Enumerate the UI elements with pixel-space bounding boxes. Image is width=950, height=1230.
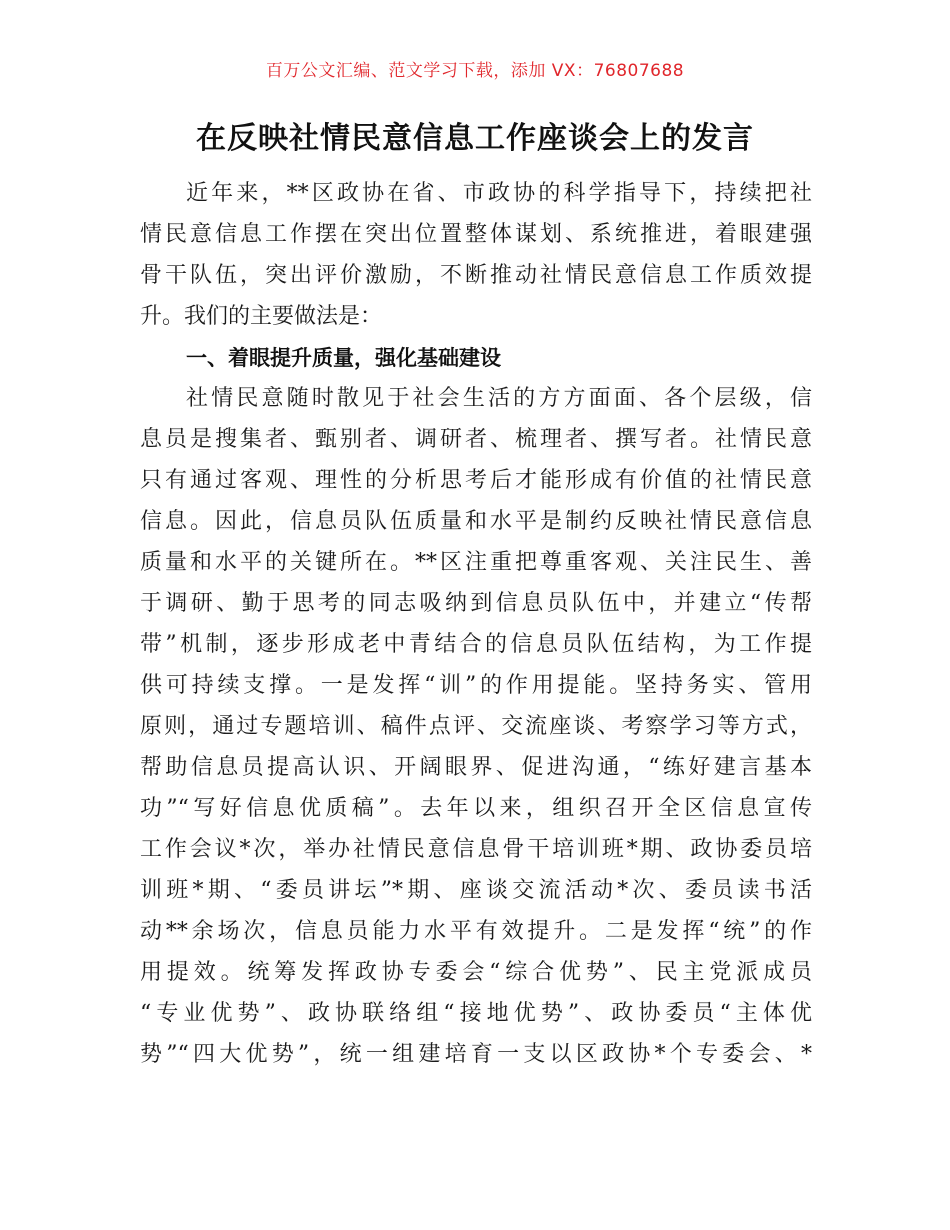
paragraph-line: 势”“四大优势”，统一组建培育一支以区政协*个专委会、* [140,1042,812,1067]
paragraph-line: 社情民意随时散见于社会生活的方方面面、各个层级，信 [186,386,812,411]
paragraph-line: 工作会议*次，举办社情民意信息骨干培训班*期、政协委员培 [140,837,812,862]
paragraph-line: 情民意信息工作摆在突出位置整体谋划、系统推进，着眼建强 [140,222,812,247]
paragraph-line: 息员是搜集者、甄别者、调研者、梳理者、撰写者。社情民意 [140,427,812,452]
paragraph-line: 质量和水平的关键所在。**区注重把尊重客观、关注民生、善 [140,550,812,575]
watermark-banner: 百万公文汇编、范文学习下载，添加 VX：76807688 [265,61,685,81]
paragraph-line: 只有通过客观、理性的分析思考后才能形成有价值的社情民意 [140,468,812,493]
paragraph-line: 用提效。统筹发挥政协专委会“综合优势”、民主党派成员 [140,960,812,985]
paragraph-line: 带”机制，逐步形成老中青结合的信息员队伍结构，为工作提 [140,632,812,657]
paragraph-line: 动**余场次，信息员能力水平有效提升。二是发挥“统”的作 [140,919,812,944]
paragraph-line: 训班*期、“委员讲坛”*期、座谈交流活动*次、委员读书活 [140,878,812,903]
paragraph-line: “专业优势”、政协联络组“接地优势”、政协委员“主体优 [140,1001,812,1026]
paragraph-line: 功”“写好信息优质稿”。去年以来，组织召开全区信息宣传 [140,796,812,821]
paragraph-line: 近年来，**区政协在省、市政协的科学指导下，持续把社 [186,181,812,206]
paragraph-line: 骨干队伍，突出评价激励，不断推动社情民意信息工作质效提 [140,263,812,288]
section-heading: 一、着眼提升质量，强化基础建设 [186,346,501,370]
paragraph-line: 于调研、勤于思考的同志吸纳到信息员队伍中，并建立“传帮 [140,591,812,616]
paragraph-line: 供可持续支撑。一是发挥“训”的作用提能。坚持务实、管用 [140,673,812,698]
paragraph-line: 升。我们的主要做法是： [140,304,383,329]
paragraph-line: 帮助信息员提高认识、开阔眼界、促进沟通，“练好建言基本 [140,755,812,780]
document-title: 在反映社情民意信息工作座谈会上的发言 [196,121,754,156]
paragraph-line: 原则，通过专题培训、稿件点评、交流座谈、考察学习等方式， [140,714,812,739]
paragraph-line: 信息。因此，信息员队伍质量和水平是制约反映社情民意信息 [140,509,812,534]
